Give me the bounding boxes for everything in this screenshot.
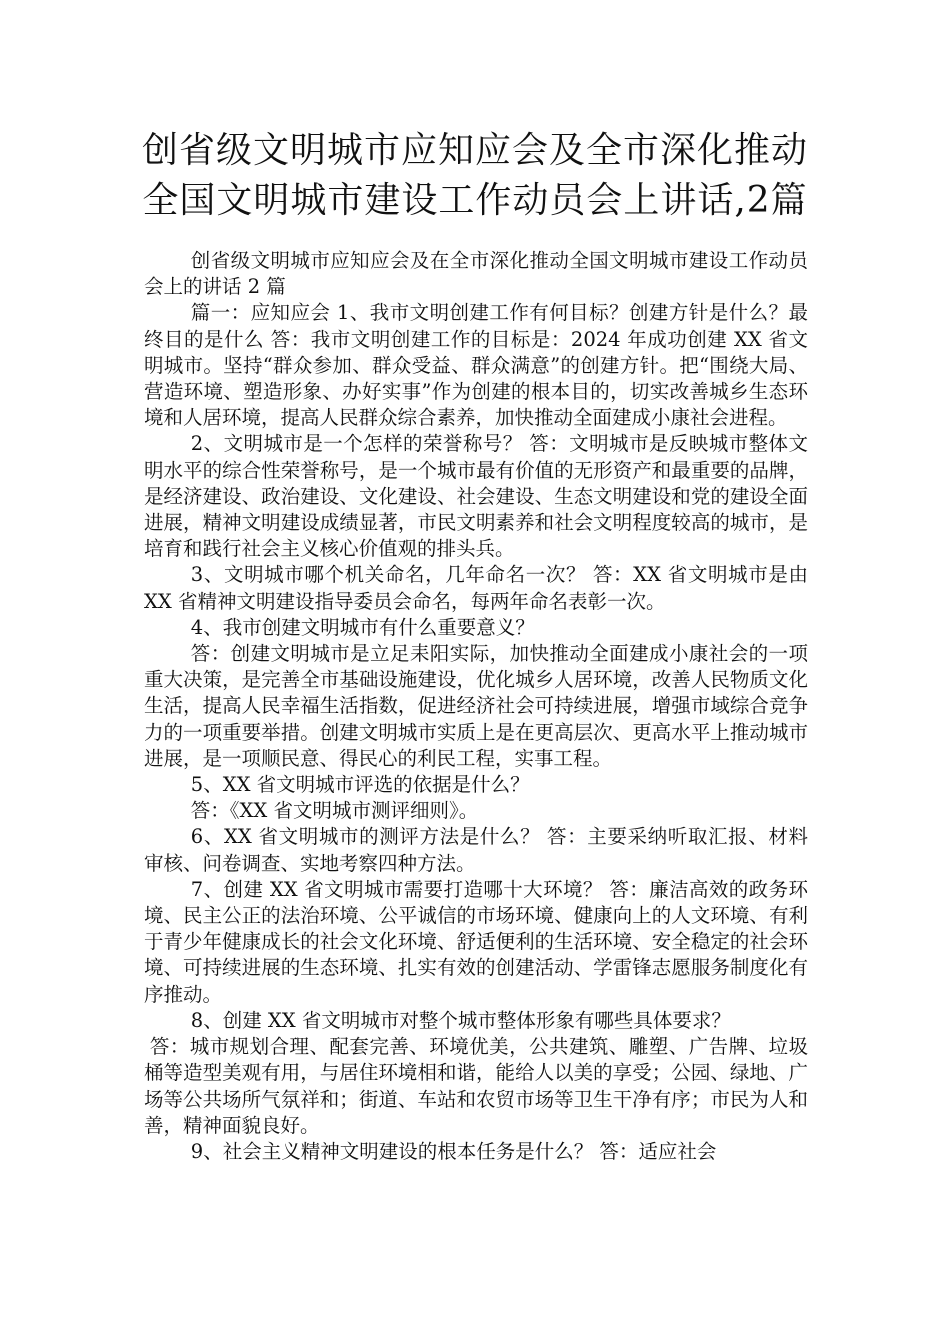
paragraph-a5: 答：《XX 省文明城市测评细则》。	[190, 799, 479, 823]
paragraph-q7: 7、创建 XX 省文明城市需要打造哪十大环境？ 答：廉洁高效的政务环境、民主公正的法治环境、公平诚信的市场环境、健康向上的人文环境、有利于青少年健康成长的社会文化环境、舒适便利的生活环境、安全稳定的社会环境、可持续进展的生态环境、扎实有效的创建活动、学雷锋志愿服务制度化有序推动。	[144, 877, 808, 1006]
paragraph-q2: 2、文明城市是一个怎样的荣誉称号？ 答：文明城市是反映城市整体文明水平的综合性荣誉称号，是一个城市最有价值的无形资产和最重要的品牌，是经济建设、政治建设、文化建设、社会建设、生态文明建设和党的建设全面进展，精神文明建设成绩显著，市民文明素养和社会文明程度较高的城市，是培育和践行社会主义核心价值观的排头兵。	[144, 432, 808, 561]
paragraph-q3: 3、文明城市哪个机关命名，几年命名一次？ 答：XX 省文明城市是由 XX 省精神文明建设指导委员会命名，每两年命名表彰一次。	[144, 563, 808, 613]
paragraph-q9: 9、社会主义精神文明建设的根本任务是什么？ 答：适应社会	[190, 1139, 717, 1163]
title-line-2: 全国文明城市建设工作动员会上讲话,2篇	[142, 180, 808, 221]
paragraph-a8: 答：城市规划合理、配套完善、环境优美，公共建筑、雕塑、广告牌、垃圾桶等造型美观有用，与居住环境相和谐，能给人以美的享受；公园、绿地、广场等公共场所气氛祥和；街道、车站和农贸市场等卫生干净有序；市民为人和善，精神面貌良好。	[144, 1035, 808, 1137]
document-body	[144, 248, 808, 1165]
paragraph-q5: 5、XX 省文明城市评选的依据是什么？	[190, 773, 530, 797]
document-title	[100, 126, 850, 226]
paragraph-q8: 8、创建 XX 省文明城市对整个城市整体形象有哪些具体要求？	[190, 1008, 731, 1032]
paragraph-intro: 创省级文明城市应知应会及在全市深化推动全国文明城市建设工作动员会上的讲话 2 篇	[144, 249, 808, 299]
paragraph-q6: 6、XX 省文明城市的测评方法是什么？ 答：主要采纳听取汇报、材料审核、问卷调查、实地考察四种方法。	[144, 825, 808, 875]
title-line-1: 创省级文明城市应知应会及全市深化推动	[141, 130, 808, 171]
paragraph-q4: 4、我市创建文明城市有什么重要意义？	[190, 615, 535, 639]
paragraph-q1: 篇一：应知应会 1、我市文明创建工作有何目标？创建方针是什么？最终目的是什么 答：我市文明创建工作的目标是：2024 年成功创建 XX 省文明城市。坚持“群众参加、群众受益、群众满意”的创建方针。把“围绕大局、营造环境、塑造形象、办好实事”作为创建的根本目的，切实改善城乡生态环境和人居环境，提高人民群众综合素养，加快推动全面建成小康社会进程。	[144, 301, 808, 430]
paragraph-a4: 答：创建文明城市是立足耒阳实际，加快推动全面建成小康社会的一项重大决策，是完善全市基础设施建设，优化城乡人居环境，改善人民物质文化生活，提高人民幸福生活指数，促进经济社会可持续进展，增强市域综合竞争力的一项重要举措。创建文明城市实质上是在更高层次、更高水平上推动城市进展，是一项顺民意、得民心的利民工程，实事工程。	[144, 642, 808, 770]
